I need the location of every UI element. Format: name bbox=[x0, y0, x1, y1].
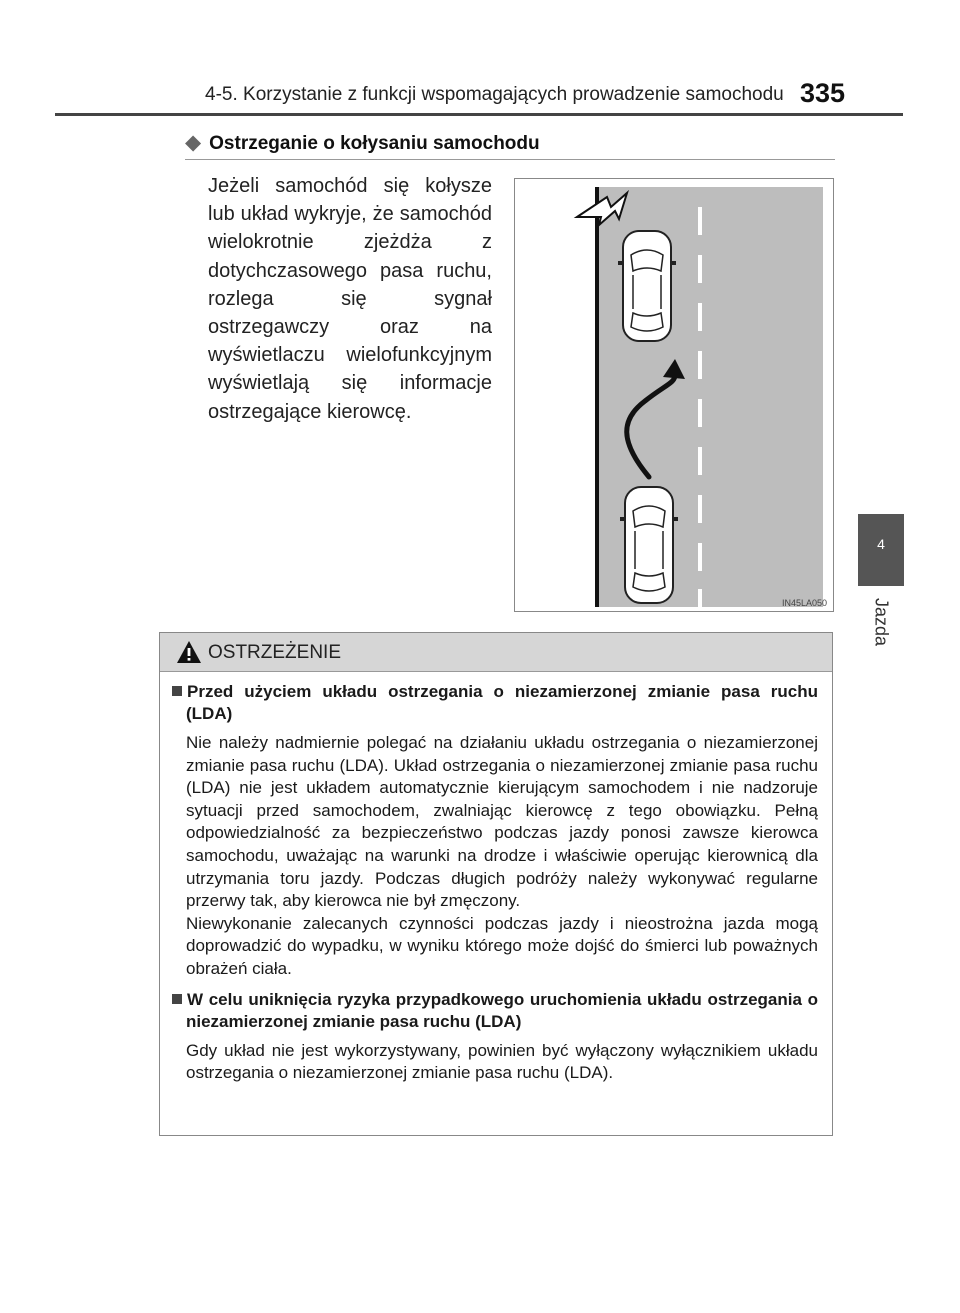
square-bullet-icon bbox=[172, 686, 182, 696]
diamond-bullet-icon: ◆ bbox=[185, 131, 202, 154]
lane-edge-line bbox=[595, 187, 599, 607]
warning-item-paragraph: Gdy układ nie jest wykorzystywany, powinien być wyłączony wyłącznikiem układu ostrzegania o niezamierzonej zmianie pasa ruchu (LDA). bbox=[186, 1040, 818, 1083]
page-number: 335 bbox=[800, 78, 846, 108]
warning-item-title: W celu uniknięcia ryzyka przypadkowego uruchomienia układu ostrzegania o niezamierzonej zmianie pasa ruchu (LDA) bbox=[172, 989, 818, 1033]
intro-paragraph: Jeżeli samochód się kołysze lub układ wykryje, że samochód wielokrotnie zjeżdża z dotychczasowego pasa ruchu, rozlega się sygnał ostrzegawczy oraz na wyświetlaczu wielofunkcyjnym wyświetlają się informacje ostrzegające kierowcę. bbox=[208, 175, 492, 423]
car-top-view-icon bbox=[620, 487, 678, 603]
dashed-lane-line bbox=[698, 207, 702, 607]
warning-item-paragraph: Nie należy nadmiernie polegać na działaniu układu ostrzegania o niezamierzonej zmianie pasa ruchu (LDA). Układ ostrzegania o niezamierzonej zmianie pasa ruchu (LDA) nie jest układem automatycznie kierującym samochodem i nie nadzoruje sytuacji przed samochodem, zwalniając kierowcę z tego obowiązku. Pełną odpowiedzialność za bezpieczeństwo podczas jazdy ponosi zawsze kierowca samochodu, uważając na warunki na drodze i właściwie operując kierownicą dla utrzymania toru jazdy. Podczas długich podróży należy wykonywać regularne przerwy tak, aby kierowca nie był zmęczony. bbox=[186, 733, 818, 911]
warning-header bbox=[160, 633, 832, 672]
warning-item-title: Przed użyciem układu ostrzegania o niezamierzonej zmianie pasa ruchu (LDA) bbox=[172, 681, 818, 725]
chapter-label-container bbox=[858, 592, 904, 652]
road-drawing bbox=[515, 179, 833, 611]
section-rule bbox=[185, 159, 835, 160]
illustration-code: IN45LA050 bbox=[781, 598, 827, 608]
warning-triangle-icon bbox=[176, 640, 202, 664]
square-bullet-icon bbox=[172, 994, 182, 1004]
warning-item-paragraph: Niewykonanie zalecanych czynności podczas jazdy i nieostrożna jazda mogą doprowadzić do wypadku, w wyniku którego może dojść do śmierci lub poważnych obrażeń ciała. bbox=[186, 913, 818, 978]
header-rule bbox=[55, 113, 903, 116]
warning-body bbox=[172, 681, 818, 1093]
section-heading-text: Ostrzeganie o kołysaniu samochodu bbox=[209, 133, 540, 154]
car-top-view-icon bbox=[618, 231, 676, 341]
lane-sway-illustration bbox=[514, 178, 834, 612]
section-heading bbox=[185, 130, 540, 155]
warning-box bbox=[159, 632, 833, 1136]
chapter-number: 4 bbox=[877, 536, 885, 552]
warning-title: OSTRZEŻENIE bbox=[208, 642, 342, 663]
chapter-label: Jazda bbox=[871, 597, 892, 647]
running-header-title: 4-5. Korzystanie z funkcji wspomagających prowadzenie samochodu bbox=[205, 84, 784, 105]
chapter-tab bbox=[858, 514, 904, 586]
